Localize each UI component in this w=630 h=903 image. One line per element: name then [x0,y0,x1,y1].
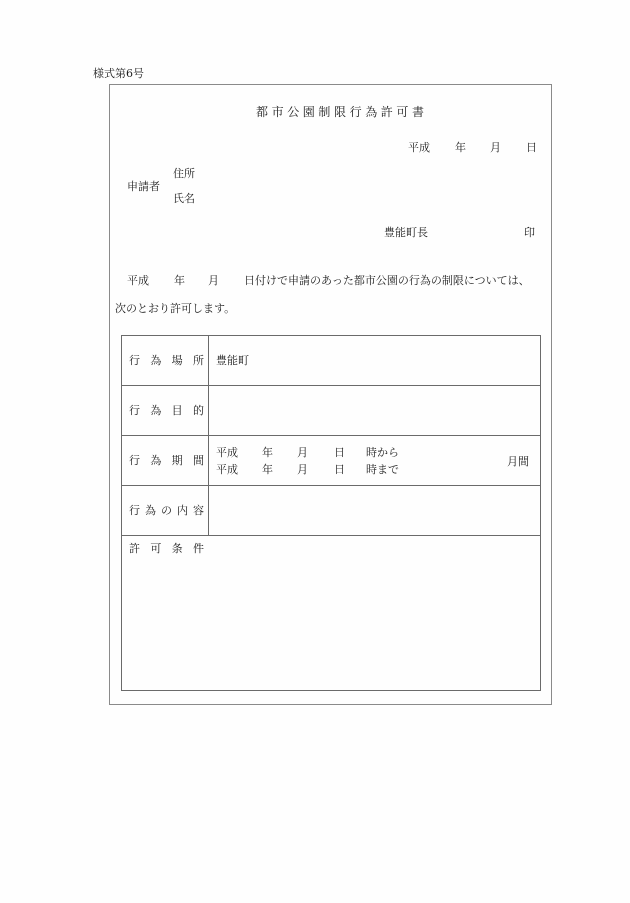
name-label: 氏名 [173,192,195,205]
period-start-day: 日 [334,446,345,459]
period-end-month: 月 [297,463,308,476]
value-action-location: 豊能町 [216,354,249,367]
seal-mark: 印 [524,226,535,239]
address-label: 住所 [173,167,195,180]
period-start-month: 月 [297,446,308,459]
statement-text-line1: 日付けで申請のあった都市公園の行為の制限については、 [244,274,530,287]
document-title: 都市公園制限行為許可書 [256,105,428,119]
date-month: 月 [490,141,501,154]
row-divider [122,385,540,386]
label-action-content: 行 為 の 内 容 [129,504,204,517]
label-action-location: 行 為 場 所 [129,354,204,367]
issuer-title: 豊能町長 [384,226,428,239]
label-action-purpose: 行 為 目 的 [129,404,204,417]
period-end-era: 平成 [216,463,238,476]
period-start-era: 平成 [216,446,238,459]
period-duration: 月間 [507,455,529,468]
period-start-time: 時から [366,446,399,459]
row-divider [122,535,540,536]
statement-month: 月 [208,274,219,287]
statement-text-line2: 次のとおり許可します。 [115,302,236,315]
period-start-year: 年 [262,446,273,459]
period-end-day: 日 [334,463,345,476]
applicant-label: 申請者 [127,180,160,193]
form-number: 様式第6号 [93,67,144,80]
statement-year: 年 [174,274,185,287]
period-end-year: 年 [262,463,273,476]
row-divider [122,435,540,436]
date-year: 年 [455,141,466,154]
label-permit-conditions: 許 可 条 件 [129,542,204,555]
statement-era: 平成 [127,274,149,287]
period-end-time: 時まで [366,463,399,476]
permit-details-table [121,335,541,691]
date-era: 平成 [408,141,430,154]
row-divider [122,485,540,486]
label-action-period: 行 為 期 間 [129,454,204,467]
date-day: 日 [526,141,537,154]
